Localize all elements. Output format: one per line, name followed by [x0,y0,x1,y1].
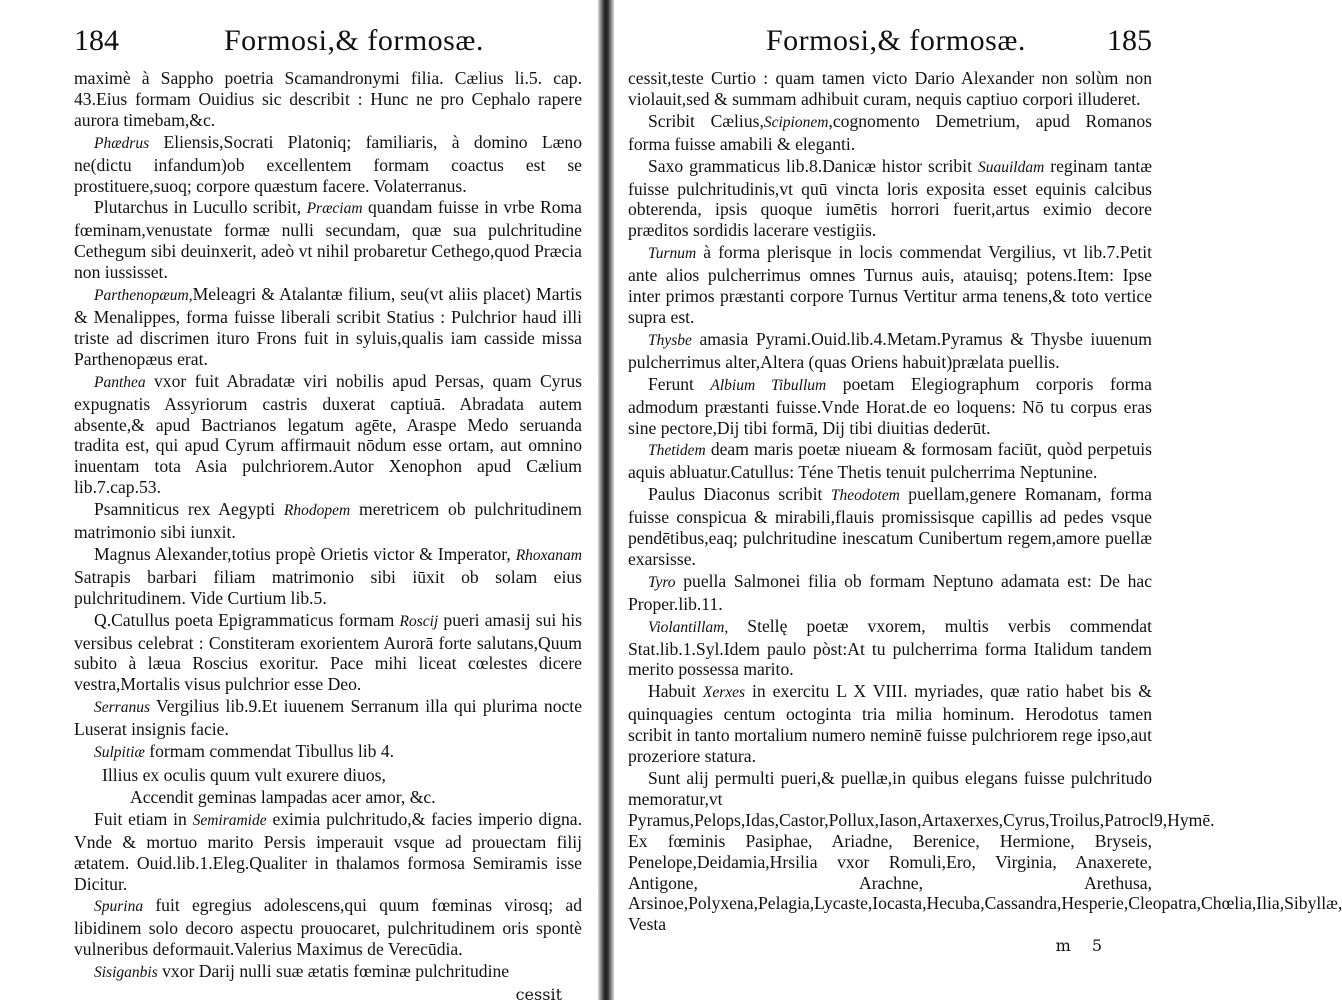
text-run: poetam Elegiographum corporis forma admodum præstanti fuisse.Vnde Horat.de eo loquens: Nō tu corpus eras sine pectore,Dij tibi formā, Dij tibi diuitias dederūt. [628,373,1152,438]
text-run: Saxo grammaticus lib.8.Danicæ histor scribit [648,155,978,176]
text-run: pueri amasij sui his versibus celebrat : Constiteram exorientem Aurorā forte salutans,Quum subito à læua Roscius exoritur. Pace mihi liceat cœlestes dicere vestra,Mortalis visus pulchrior esse Deo. [74,609,582,695]
italic-name: Suauildam [977,158,1045,176]
italic-name: Xerxes [702,684,746,702]
text-run: deam maris poetæ niueam & formosam faciūt, quòd perpetuis aquis abluatur.Catullus: Téne Thetis tenuit pulcherrima Neptunine. [628,439,1152,483]
italic-name: Spurina [94,898,144,916]
paragraph [74,961,582,984]
paragraph [74,197,582,283]
right-page-number: 185 [1107,24,1152,57]
text-run: Ferunt [648,373,711,394]
italic-name: Præciam [306,200,363,218]
left-running-head: Formosi,& formosæ. [224,24,484,57]
book-gutter [598,0,614,1000]
right-signature-mark: m 5 [1055,936,1110,956]
italic-name: Thysbe [648,331,692,349]
text-run: Sunt alij permulti pueri,& puellæ,in quibus elegans fuisse pulchritudo memoratur,vt Pyramus,Pelops,Idas,Castor,Pollux,Iason,Artaxerxes,Cyrus,Troilus,Patrocl9,Hymē. Ex fœminis Pasiphae, Ariadne, Berenice, Hermione, Bryseis, Penelope,Deidamia,Hrsilia vxor Romuli,Ero, Virginia, Anaxerete, Antigone, Arachne, Arethusa, Arsinoe,Polyxena,Pelagia,Lycaste,Iocasta,Hecuba,Cassandra,Hesperie,Cleopatra,Chœlia,Ilia,Sibyllæ, Vesta [628,768,1342,935]
paragraph [74,284,582,370]
paragraph [74,610,582,696]
italic-name: Tyro [648,573,676,591]
italic-name: Semiramide [192,811,267,829]
paragraph [74,765,582,786]
text-run: Habuit [648,681,703,702]
text-run: puellam,genere Romanam, forma fuisse conspicua & mirabili,flauis promissisque capillis ad pedes vsque pendētibus,eaq; pulchritudine inescatum Cunibertum regem,amore puellæ exarsisse. [628,484,1152,569]
paragraph [74,371,582,498]
text-run: fuit egregius adolescens,qui quum fœminas virosq; ad libidinem solo decoro aspectu prouocaret, pulchritudinem oris spontè vulneribus deformauit.Valerius Maximus de Verecūdia. [74,895,582,960]
paragraph [74,895,582,960]
left-catchword: cessit [515,985,562,1004]
text-run: maximè à Sappho poetria Scamandronymi filia. Cælius li.5. cap. 43.Eius formam Ouidius sic describit : Hunc ne pro Cephalo rapere aurora timebam,&c. [74,68,582,130]
paragraph [74,809,582,895]
text-run: Plutarchus in Lucullo scribit, [94,197,307,218]
paragraph [628,242,1152,328]
text-run: Q.Catullus poeta Epigrammaticus formam [94,609,400,630]
italic-name: Sulpitiæ [94,744,145,762]
paragraph [628,681,1152,767]
italic-name: Albium Tibullum [710,376,827,394]
text-run: Accendit geminas lampadas acer amor, &c. [130,786,436,807]
paragraph [628,571,1152,615]
paragraph [628,374,1152,439]
paragraph [628,484,1152,570]
paragraph [74,741,582,764]
paragraph [628,156,1152,242]
left-page-body [74,68,582,984]
paragraph [74,68,582,131]
text-run: Paulus Diaconus scribit [648,484,831,505]
italic-name: Panthea [94,373,146,391]
text-run: Psamniticus rex Aegypti [94,499,284,520]
italic-name: Roscij [399,612,439,630]
italic-name: Scipionem [763,113,829,131]
right-page-header [628,22,1152,62]
text-run: Illius ex oculis quum vult exurere diuos, [102,765,386,785]
text-run: Fuit etiam in [94,808,193,829]
paragraph [74,696,582,740]
text-run: puella Salmonei filia ob formam Neptuno adamata est: De hac Proper.lib.11. [628,570,1152,614]
italic-name: Sisiganbis [94,964,158,982]
text-run: Magnus Alexander,totius propè Orietis victor & Imperator, [94,543,516,564]
paragraph [628,68,1152,110]
text-run: Eliensis,Socrati Platoniq; familiaris, à domino Læno ne(dictu infandum)ob excellentem formam coactus est se prostituere,suoq; corpore quæstum facere. Volaterranus. [74,131,582,196]
text-run: in exercitu L X VIII. myriades, quæ ratio habet bis & quinquagies centum octoginta tria milia hominum. Herodotus tamen scribit in tanto mortalium numero neminē fuisse pulchriorem rege ipso,aut prozeriore statura. [628,681,1152,767]
paragraph [74,544,582,609]
text-run: Vergilius lib.9.Et iuuenem Serranum illa qui plurima nocte Luserat insignis facie. [74,696,582,740]
text-run: Satrapis barbari filiam matrimonio sibi iūxit ob solam eius pulchritudinem. Vide Curtium lib.5. [74,566,582,608]
text-run: vxor Darij nulli suæ ætatis fœminæ pulchritudine [157,961,510,982]
paragraph [74,132,582,197]
text-run: vxor fuit Abradatæ viri nobilis apud Persas, quam Cyrus expugnatis Assyriorum castris duxerat captiuā. Abradata autem absente,& apud Bactrianos legatum agēte, Araspe Medo seruanda tradita est, qui apud Cyrum affirmauit nōdum esse ortam, aut omnino inuentam tota Asia pulchriorem.Autor Xenophon apud Cælium lib.7.cap.53. [74,370,582,498]
right-running-head: Formosi,& formosæ. [766,24,1026,57]
paragraph [628,768,1342,935]
text-run: amasia Pyrami.Ouid.lib.4.Metam.Pyramus & Thysbe iuuenum pulcherrimus alter,Altera (quas Oriens habuit)prælata puellis. [628,328,1152,372]
left-page-header [74,22,582,62]
italic-name: Violantillam, [648,618,729,636]
paragraph [628,439,1152,483]
italic-name: Thetidem [648,442,706,460]
text-run: cessit,teste Curtio : quam tamen victo Dario Alexander non solùm non violauit,sed & summam adhibuit curam, nequis captiuo corpori illuderet. [628,68,1152,109]
paragraph [628,329,1152,373]
left-page-number: 184 [74,24,119,57]
text-run: ,cognomento Demetrium, apud Romanos forma fuisse amabili & eleganti. [628,110,1152,154]
italic-name: Serranus [94,699,150,717]
text-run: reginam tantæ fuisse pulchritudinis,vt quū vincta loris exposita esset equinis calcibus obterenda, ipsis quoque iumētis horrori fuerit,artus eximio decore præditos sordidis lacerare vestigiis. [628,155,1152,241]
paragraph [628,111,1152,155]
italic-name: Rhodopem [283,502,351,520]
paragraph [74,787,582,808]
text-run: eximia pulchritudo,& facies imperio digna. Vnde & mortuo marito Persis imperauit vsque ad prouectam filij ætatem. Ouid.lib.1.Eleg.Qualiter in thalamos formosa Semiramis isse Dicitur. [74,808,582,894]
text-run: Stellę poetæ vxorem, multis verbis commendat Stat.lib.1.Syl.Idem paulo pòst:At tu pulcherrima forma Italidum tandem merito possessa marito. [628,615,1152,680]
right-page-body [628,68,1342,935]
paragraph [628,616,1152,681]
italic-name: Turnum [648,245,697,263]
text-run: meretricem ob pulchritudinem matrimonio sibi iunxit. [74,499,582,543]
text-run: Scribit Cælius, [648,110,764,131]
paragraph [74,499,582,543]
italic-name: Rhoxanam [515,546,582,564]
text-run: formam commendat Tibullus lib 4. [144,741,395,762]
text-run: quandam fuisse in vrbe Roma fœminam,venustate formæ nulli secundam, quæ sua pulchritudine Cethegum sibi deuinxerit, adeò vt nihil probaretur Cethego,quod Præcia non iussisset. [74,197,582,283]
right-page [614,0,1342,1000]
left-page [0,0,598,1004]
italic-name: Parthenopæum, [94,287,193,305]
text-run: Meleagri & Atalantæ filium, seu(vt aliis placet) Martis & Menalippes, forma fuisse liberali scribit Statius : Pulchrior haud illi triste ad discrimen ituro Frons fuit in syluis,qualis iam casside missa Parthenopæus erat. [74,284,582,369]
italic-name: Theodotem [830,487,900,505]
text-run: à forma plerisque in locis commendat Vergilius, vt lib.7.Petit ante alios pulcherrimus omnes Turnus auis, atauisq; potens.Item: Ipse inter primos præstanti corpore Turnus Vertitur arma tenens,& toto vertice supra est. [628,242,1152,327]
italic-name: Phædrus [94,134,150,152]
